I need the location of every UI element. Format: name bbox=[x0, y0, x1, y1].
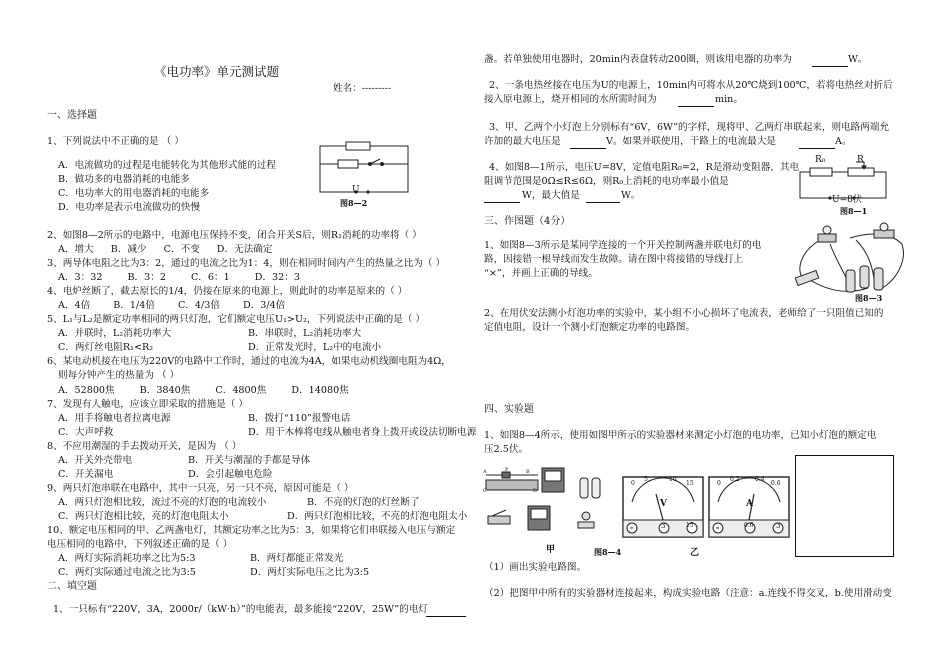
q6-stem-2: 则每分钟产生的热量为 （ ） bbox=[58, 370, 180, 381]
fill-q1-blank-a[interactable] bbox=[426, 605, 466, 617]
q9-a: A．两只灯泡相比较，流过不亮的灯泡的电流较小 bbox=[58, 497, 267, 508]
circuit-drawing-box[interactable] bbox=[795, 455, 894, 557]
draw-q1-line2: 路，因接错一根导线而发生故障。请在图中将接错的导线打上 bbox=[484, 254, 744, 265]
fill-q2-unit: min。 bbox=[715, 94, 743, 105]
v-terminal-15: 15 bbox=[686, 522, 694, 529]
draw-q2-line2: 定值电阻，设计一个测小灯泡额定功率的电路图。 bbox=[484, 322, 696, 333]
q9-d: D．两只灯泡相比较，不亮的灯泡电阻太小 bbox=[287, 511, 468, 522]
fig82-label: 图8—2 bbox=[340, 198, 368, 208]
fill-q4-mid: W，最大值是 bbox=[522, 190, 580, 201]
fill-q4-blank-b[interactable] bbox=[586, 191, 620, 203]
fig81-u: U=8伏 bbox=[832, 195, 862, 205]
q1-stem: 1、下列说法中不正确的是 （ ） bbox=[47, 136, 184, 147]
fill-q1-part2: 盏。若单独使用电器时，20min内表盘转动200圈，则该用电器的功率为 bbox=[484, 54, 792, 65]
bulb-holder-icon bbox=[874, 223, 894, 238]
q8-stem: 8、不应用潮湿的手去拨动开关，是因为 （ ） bbox=[47, 441, 242, 452]
q10-stem-2: 电压相同的电路中，下列叙述正确的是（ ） bbox=[47, 539, 233, 550]
q2-options: A．增大 B．减少 C．不变 D．无法确定 bbox=[58, 244, 273, 255]
exp-q1-line1: 1、如图8—4所示，使用如图甲所示的实验器材来测定小灯泡的电功率，已知小灯泡的额定电 bbox=[484, 430, 877, 441]
draw-q2-line1: 2、在用伏安法测小灯泡功率的实验中，某小组不小心损坏了电流表，老师给了一只阻值已知的 bbox=[484, 308, 884, 319]
a-scale-0: 0 bbox=[717, 480, 721, 487]
q7-d: D．用干木棒将电线从触电者身上拨开或设法切断电源 bbox=[248, 427, 477, 438]
q3-options: A．3：32 B．3：2 C．6：1 D．32：3 bbox=[58, 272, 300, 283]
bulb-icon bbox=[578, 512, 594, 528]
q5-d: D．正常发光时，L₂中的电流小 bbox=[248, 342, 382, 353]
a-scale-04: 0.4 bbox=[755, 476, 765, 483]
fill-q3-blank-a[interactable] bbox=[570, 137, 606, 149]
fill-q2-line1: 2、一条电热丝接在电压为U的电源上，10min内可将水从20℃烧到100℃，若将电热丝对折后 bbox=[489, 80, 893, 91]
fig84-label: 图8—4 bbox=[594, 547, 622, 557]
exp-q1-line2: 压2.5伏。 bbox=[484, 444, 529, 455]
q10-d: D．两灯实际电压之比为3:5 bbox=[250, 567, 370, 578]
q10-stem: 10、额定电压相同的甲、乙两盏电灯，其额定功率之比为5：3，如果将它们串联接入电压与额定 bbox=[47, 525, 456, 536]
meter-a-symbol: A bbox=[746, 499, 753, 509]
rheostat-letter-a: A bbox=[483, 469, 487, 475]
fig82-u: U bbox=[352, 185, 360, 195]
fig84-jia: 甲 bbox=[546, 545, 556, 555]
q4-stem: 4、电炉丝断了，截去原长的1/4，仍接在原来的电源上，则此时的功率是原来的（ ） bbox=[47, 286, 408, 297]
rheostat-letter-d: D bbox=[533, 488, 538, 494]
q5-stem: 5、L₁与L₂是额定功率相同的两只灯泡，它们额定电压U₁>U₂，下列说法中正确的是（ ） bbox=[47, 314, 426, 325]
fill-q3-line2: 许加的最大电压是 bbox=[484, 136, 561, 147]
fill-q2-line2: 接入原电源上，烧开相同的水所需时间为 bbox=[484, 94, 657, 105]
fill-q3-line1: 3、甲、乙两个小灯泡上分别标有“6V，6W”的字样，现将甲、乙两灯串联起来，则电路两端允 bbox=[489, 122, 890, 133]
draw-q1-line3: “×”，并画上正确的导线。 bbox=[484, 268, 598, 279]
fill-q1-unit: W。 bbox=[848, 54, 868, 65]
v-scale-0: 0 bbox=[631, 480, 635, 487]
meter-v-symbol: V bbox=[660, 499, 667, 509]
rheostat-icon bbox=[486, 472, 538, 490]
fill-q4-line2: 阻调节范围是0Ω≤R≤6Ω，则R₀上消耗的电功率最小值是 bbox=[484, 176, 729, 187]
q1-b: B．做功多的电器消耗的电能多 bbox=[58, 174, 190, 185]
a-terminal-3: 3 bbox=[776, 522, 781, 530]
fig84-yi: 乙 bbox=[690, 548, 700, 558]
fig83-label: 图8—3 bbox=[855, 293, 883, 303]
a-terminal-minus: - bbox=[716, 522, 720, 532]
v-terminal-3: 3 bbox=[661, 522, 666, 530]
v-terminal-minus: - bbox=[630, 522, 634, 532]
v-scale-5: 5 bbox=[644, 476, 648, 483]
q7-stem: 7、发现有人触电，应该立即采取的措施是（ ） bbox=[47, 399, 249, 410]
q8-c: C．开关漏电 bbox=[58, 469, 114, 480]
fill-q4-unit: W。 bbox=[621, 190, 641, 201]
q9-b: B．不亮的灯泡的灯丝断了 bbox=[307, 497, 420, 508]
q5-b: B．串联时，L₂消耗功率大 bbox=[248, 328, 362, 339]
q8-a: A．开关外壳带电 bbox=[58, 455, 133, 466]
q4-options: A．4倍 B．1/4倍 C．4/3倍 D．3/4倍 bbox=[58, 300, 286, 311]
fill-q3-unit: A。 bbox=[835, 136, 852, 147]
q9-stem: 9、两只灯泡串联在电路中，其中一只亮，另一只不亮，原因可能是（ ） bbox=[47, 483, 354, 494]
section-choice: 一、选择题 bbox=[47, 110, 97, 121]
fill-q4-blank-a[interactable] bbox=[484, 191, 520, 203]
q7-c: C．大声呼救 bbox=[58, 427, 114, 438]
q5-c: C．两灯丝电阻R₁<R₂ bbox=[58, 342, 154, 353]
battery-icon bbox=[580, 478, 600, 498]
bulb-holder-icon bbox=[818, 226, 836, 242]
rheostat-letter-b: B bbox=[526, 469, 530, 475]
a-scale-06: 0.6 bbox=[771, 480, 781, 487]
v-scale-10: 10 bbox=[669, 476, 677, 483]
q5-a: A．并联时，L₂消耗功率大 bbox=[58, 328, 172, 339]
fig81-r0: R₀ bbox=[815, 155, 826, 165]
page-title: 《电功率》单元测试题 bbox=[154, 64, 280, 79]
draw-q1-line1: 1、如图8—3所示是某同学连接的一个开关控制两盏并联电灯的电 bbox=[484, 240, 762, 251]
fill-q3-mid: V。如果并联使用，干路上的电流最大是 bbox=[606, 136, 777, 147]
q3-stem: 3、两导体电阻之比为3：2，通过的电流之比为1：4，则在相同时间内产生的热量之比为（ ） bbox=[47, 258, 446, 269]
exp-q1-part2: （2）把图甲中所有的实验器材连接起来，构成实验电路（注意：a.连线不得交叉，b.使用滑动变 bbox=[484, 588, 892, 599]
q1-c: C．电功率大的用电器消耗的电能多 bbox=[58, 188, 210, 199]
section-experiment: 四、实验题 bbox=[484, 404, 534, 415]
v-scale-15: 15 bbox=[686, 480, 694, 487]
q8-d: D．会引起触电危险 bbox=[188, 469, 273, 480]
fill-q4-line1: 4、如图8—1所示，电压U=8V，定值电阻R₀=2，R是滑动变阻器，其电 bbox=[489, 162, 800, 173]
q7-a: A．用手将触电者拉离电源 bbox=[58, 413, 171, 424]
fig81-r: R bbox=[857, 155, 864, 165]
apparatus-group bbox=[482, 466, 617, 541]
q6-options: A．52800焦 B．3840焦 C．4800焦 D．14080焦 bbox=[58, 385, 349, 396]
q10-c: C．两灯实际通过电流之比为3:5 bbox=[58, 567, 196, 578]
figure-8-2-circuit bbox=[318, 142, 428, 212]
section-draw: 三、作图题（4分） bbox=[484, 216, 571, 227]
q7-b: B．拨打“110”报警电话 bbox=[248, 413, 351, 424]
q2-stem: 2、如图8—2所示的电路中，电源电压保持不变，闭合开关S后，则R₁消耗的功率将（ ） bbox=[47, 230, 422, 241]
fill-q1-part1: 1、一只标有“220V，3A，2000r/（kW·h）”的电能表，最多能接“220V，25W”的电灯 bbox=[53, 604, 428, 615]
name-label: 姓名：--------- bbox=[333, 83, 391, 94]
fill-q2-blank[interactable] bbox=[678, 95, 714, 107]
q1-a: A．电流做功的过程是电能转化为其他形式能的过程 bbox=[58, 160, 276, 171]
exp-q1-part1: （1）画出实验电路图。 bbox=[484, 562, 587, 573]
fill-q1-blank-b[interactable] bbox=[812, 55, 848, 67]
figure-8-3-wiring bbox=[790, 222, 910, 302]
q6-stem: 6、某电动机接在电压为220V的电路中工作时，通过的电流为4A，如果电动机线圈电阻为4Ω， bbox=[47, 356, 451, 367]
rheostat-letter-c: C bbox=[483, 488, 487, 494]
q9-c: C．两只灯泡相比较，亮的灯泡电阻太小 bbox=[58, 511, 229, 522]
fig81-label: 图8—1 bbox=[840, 206, 868, 216]
rheostat-letter-p: P bbox=[505, 467, 509, 473]
a-terminal-06: 0.6 bbox=[744, 522, 754, 529]
a-scale-02: 0.2 bbox=[730, 476, 740, 483]
q8-b: B．开关与潮湿的手都是导体 bbox=[188, 455, 311, 466]
q1-d: D．电功率是表示电流做功的快慢 bbox=[58, 202, 201, 213]
q10-a: A．两灯实际消耗功率之比为5:3 bbox=[58, 553, 196, 564]
fill-q3-blank-b[interactable] bbox=[799, 137, 835, 149]
meter-box-icon bbox=[528, 468, 564, 530]
section-fill: 二、填空题 bbox=[47, 581, 97, 592]
switch-icon bbox=[488, 510, 510, 524]
q10-b: B．两灯都能正常发光 bbox=[250, 553, 344, 564]
